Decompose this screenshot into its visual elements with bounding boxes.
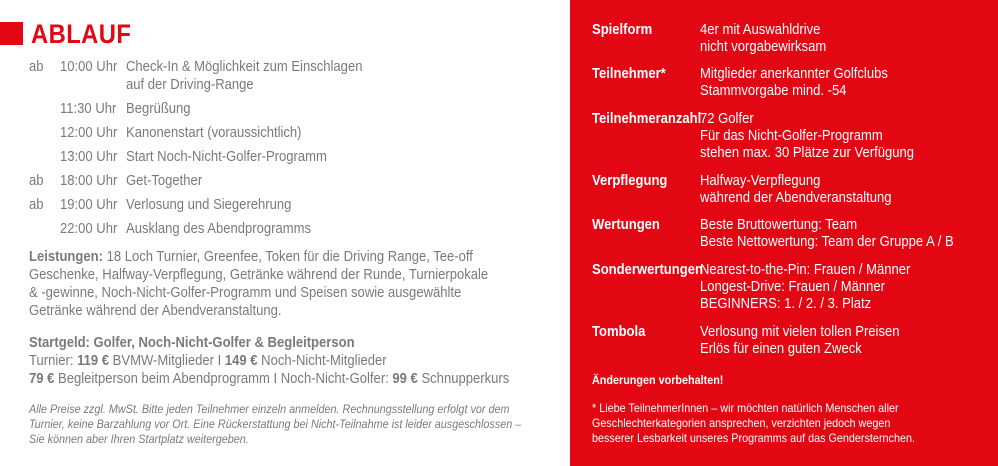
- schedule-desc: [126, 58, 504, 94]
- schedule-time: 19:00 Uhr: [60, 197, 118, 213]
- schedule-row: [0, 172, 570, 196]
- info-label: Sonderwertungen: [592, 262, 703, 278]
- schedule-prefix: ab: [29, 59, 44, 75]
- section-title: ABLAUF: [31, 19, 132, 49]
- schedule-time: 13:00 Uhr: [60, 149, 118, 165]
- schedule-time: 18:00 Uhr: [60, 173, 118, 189]
- schedule-prefix: ab: [29, 197, 44, 213]
- schedule-prefix: ab: [29, 173, 44, 189]
- schedule-desc: Start Noch-Nicht-Golfer-Programm: [126, 149, 327, 165]
- schedule-row: [0, 124, 570, 148]
- info-value-line: Nearest-to-the-Pin: Frauen / Männer: [700, 262, 911, 278]
- price: 119 €: [77, 353, 110, 369]
- info-label: Verpflegung: [592, 173, 668, 189]
- schedule-row: [0, 100, 570, 124]
- info-value-line: während der Abendveranstaltung: [700, 190, 892, 206]
- info-value-line: Halfway-Verpflegung: [700, 173, 821, 189]
- gender-note-line: * Liebe TeilnehmerInnen – wir möchten natürlich Menschen aller: [592, 401, 899, 415]
- info-label: Teilnehmeranzahl: [592, 111, 702, 127]
- gender-note: [592, 401, 915, 446]
- info-label: Teilnehmer*: [592, 66, 666, 82]
- schedule-time: 10:00 Uhr: [60, 59, 118, 75]
- info-label: Tombola: [592, 324, 646, 340]
- info-value: [700, 173, 892, 207]
- gender-note-line: Geschlechterkategorien ansprechen, verzichten jedoch wegen: [592, 416, 891, 430]
- info-value-line: BEGINNERS: 1. / 2. / 3. Platz: [700, 296, 872, 312]
- leistungen-paragraph: [29, 248, 569, 320]
- info-value-line: Beste Nettowertung: Team der Gruppe A / B: [700, 234, 954, 250]
- schedule-desc-line: Check-In & Möglichkeit zum Einschlagen: [126, 59, 363, 75]
- info-value-line: Verlosung mit vielen tollen Preisen: [700, 324, 900, 340]
- gender-note-line: besserer Lesbarkeit unseres Programms auf das Gendersternchen.: [592, 431, 915, 445]
- info-value-line: Für das Nicht-Golfer-Programm: [700, 128, 883, 144]
- text: Turnier:: [29, 353, 78, 369]
- schedule-time: 22:00 Uhr: [60, 221, 118, 237]
- info-value-line: 4er mit Auswahldrive: [700, 22, 821, 38]
- schedule-desc: Get-Together: [126, 173, 203, 189]
- info-value-line: Mitglieder anerkannter Golfclubs: [700, 66, 888, 82]
- leistungen-label: Leistungen:: [29, 249, 103, 265]
- red-square-marker: [0, 22, 23, 45]
- info-value-line: Erlös für einen guten Zweck: [700, 341, 862, 357]
- schedule-row: [0, 148, 570, 172]
- footnote-line: Alle Preise zzgl. MwSt. Bitte jeden Teilnehmer einzeln anmelden. Rechnungsstellung erfolgt vor dem: [29, 402, 510, 416]
- schedule-list: [0, 58, 570, 244]
- startgeld-line-2: [29, 370, 569, 388]
- schedule-desc: Begrüßung: [126, 101, 191, 117]
- text: Noch-Nicht-Mitglieder: [257, 353, 387, 369]
- leistungen-line: & -gewinne, Noch-Nicht-Golfer-Programm und Speisen sowie ausgewählte: [29, 285, 462, 301]
- schedule-desc: Kanonenstart (voraussichtlich): [126, 125, 302, 141]
- info-value-line: Longest-Drive: Frauen / Männer: [700, 279, 885, 295]
- schedule-row: [0, 58, 570, 100]
- leistungen-line: Getränke während der Abendveranstaltung.: [29, 303, 282, 319]
- info-value-line: 72 Golfer: [700, 111, 754, 127]
- info-value: [700, 66, 888, 100]
- leistungen-line: Geschenke, Halfway-Verpflegung, Getränke während der Runde, Turnierpokale: [29, 267, 489, 283]
- info-value: [700, 262, 910, 313]
- schedule-desc-line: auf der Driving-Range: [126, 77, 254, 93]
- info-label: Wertungen: [592, 217, 660, 233]
- footnote-line: Turnier, keine Barzahlung vor Ort. Eine Rückerstattung bei Nicht-Teilnahme ist leider ausgeschlossen –: [29, 417, 522, 431]
- price: 149 €: [224, 353, 258, 369]
- schedule-desc: Ausklang des Abendprogramms: [126, 221, 311, 237]
- info-value-line: nicht vorgabewirksam: [700, 39, 827, 55]
- text: Begleitperson beim Abendprogramm I Noch-Nicht-Golfer:: [54, 371, 393, 387]
- startgeld-heading: Startgeld: Golfer, Noch-Nicht-Golfer & Begleitperson: [29, 335, 355, 351]
- info-value: [700, 22, 826, 56]
- schedule-time: 12:00 Uhr: [60, 125, 118, 141]
- price: 79 €: [29, 371, 55, 387]
- schedule-row: [0, 196, 570, 220]
- text: BVMW-Mitglieder I: [109, 353, 225, 369]
- schedule-time: 11:30 Uhr: [60, 101, 117, 117]
- startgeld-block: [29, 334, 569, 388]
- startgeld-line-1: [29, 352, 569, 370]
- info-value-line: Beste Bruttowertung: Team: [700, 217, 858, 233]
- info-value: [700, 111, 914, 162]
- schedule-row: [0, 220, 570, 244]
- footnote-line: Sie können aber Ihren Startplatz weitergeben.: [29, 432, 249, 446]
- changes-note: Änderungen vorbehalten!: [592, 373, 724, 387]
- info-value-line: stehen max. 30 Plätze zur Verfügung: [700, 145, 915, 161]
- info-label: Spielform: [592, 22, 653, 38]
- text: Schnupperkurs: [417, 371, 510, 387]
- info-value-line: Stammvorgabe mind. -54: [700, 83, 847, 99]
- info-value: [700, 324, 899, 358]
- info-value: [700, 217, 954, 251]
- schedule-desc: Verlosung und Siegerehrung: [126, 197, 292, 213]
- price-footnote: [29, 402, 569, 447]
- info-panel: [570, 0, 998, 466]
- price: 99 €: [392, 371, 418, 387]
- leistungen-line: 18 Loch Turnier, Greenfee, Token für die Driving Range, Tee-off: [102, 249, 473, 265]
